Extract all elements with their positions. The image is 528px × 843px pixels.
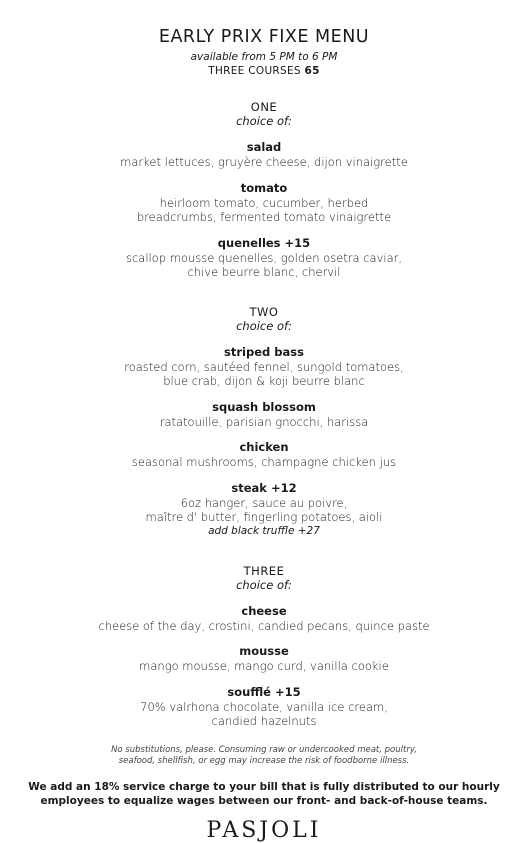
choice-label: choice of:: [236, 577, 292, 592]
dish-item: [0, 604, 528, 634]
dish-description: maître d' butter, fingerling potatoes, aioli: [145, 510, 383, 524]
dish-name: steak +12: [231, 480, 297, 495]
service-charge-note: [0, 780, 528, 808]
dish-name: squash blossom: [212, 399, 316, 414]
dish-addon-note: add black truffle +27: [208, 524, 320, 537]
dish-description: mango mousse, mango curd, vanilla cookie: [139, 659, 389, 673]
disclaimer: [0, 745, 528, 767]
dish-item: [0, 644, 528, 674]
dish-description: seasonal mushrooms, champagne chicken jus: [131, 455, 397, 469]
dish-name: striped bass: [224, 344, 304, 359]
dish-name: mousse: [239, 644, 289, 658]
choice-label: choice of:: [236, 114, 292, 128]
courses-label: THREE COURSES: [208, 65, 301, 77]
menu-sections: [0, 100, 528, 729]
section-heading: THREE: [243, 563, 285, 578]
pasjoli-logo: PASJOLI: [206, 817, 322, 843]
dish-item: [0, 181, 528, 225]
dish-item: [0, 236, 528, 280]
dish-name: tomato: [240, 180, 288, 195]
dish-description: market lettuces, gruyère cheese, dijon vinaigrette: [120, 155, 408, 169]
dish-item: [0, 440, 528, 470]
dish-name: salad: [246, 140, 282, 154]
dish-item: [0, 140, 528, 170]
section-one: [0, 100, 528, 280]
dish-name: cheese: [241, 603, 287, 618]
disclaimer-line: seafood, shellfish, or egg may increase the risk of foodborne illness.: [118, 755, 410, 766]
dish-item: [0, 400, 528, 430]
dish-description: cheese of the day, crostini, candied pecans, quince paste: [98, 618, 430, 633]
dish-item: [0, 481, 528, 538]
dish-item: [0, 685, 528, 729]
dish-description: breadcrumbs, fermented tomato vinaigrette: [136, 210, 392, 224]
section-two: [0, 305, 528, 538]
price: 65: [304, 65, 320, 77]
courses-price: [0, 64, 528, 78]
dish-name: quenelles +15: [217, 235, 311, 250]
section-heading: ONE: [250, 100, 278, 114]
availability-note: available from 5 PM to 6 PM: [190, 51, 338, 63]
dish-name: soufflé +15: [227, 684, 301, 699]
dish-description: candied hazelnuts: [211, 714, 317, 728]
choice-label: choice of:: [236, 318, 292, 333]
menu-title: EARLY PRIX FIXE MENU: [158, 27, 370, 47]
dish-description: chive beurre blanc, chervil: [187, 265, 341, 279]
dish-description: 70% valrhona chocolate, vanilla ice cream,: [140, 699, 388, 714]
dish-description: scallop mousse quenelles, golden osetra caviar,: [125, 250, 403, 265]
dish-description: 6oz hanger, sauce au poivre,: [180, 495, 348, 510]
service-line: We add an 18% service charge to your bill that is fully distributed to our hourly: [28, 780, 500, 793]
dish-item: [0, 345, 528, 389]
section-three: [0, 564, 528, 729]
dish-description: roasted corn, sautéed fennel, sungold tomatoes,: [124, 359, 404, 374]
dish-description: blue crab, dijon & koji beurre blanc: [163, 374, 365, 388]
disclaimer-line: No substitutions, please. Consuming raw or undercooked meat, poultry,: [111, 744, 417, 755]
service-line: employees to equalize wages between our front- and back-of-house teams.: [40, 794, 488, 807]
dish-description: ratatouille, parisian gnocchi, harissa: [159, 414, 369, 429]
dish-name: chicken: [239, 440, 289, 454]
dish-description: heirloom tomato, cucumber, herbed: [159, 195, 369, 210]
section-heading: TWO: [249, 304, 279, 319]
